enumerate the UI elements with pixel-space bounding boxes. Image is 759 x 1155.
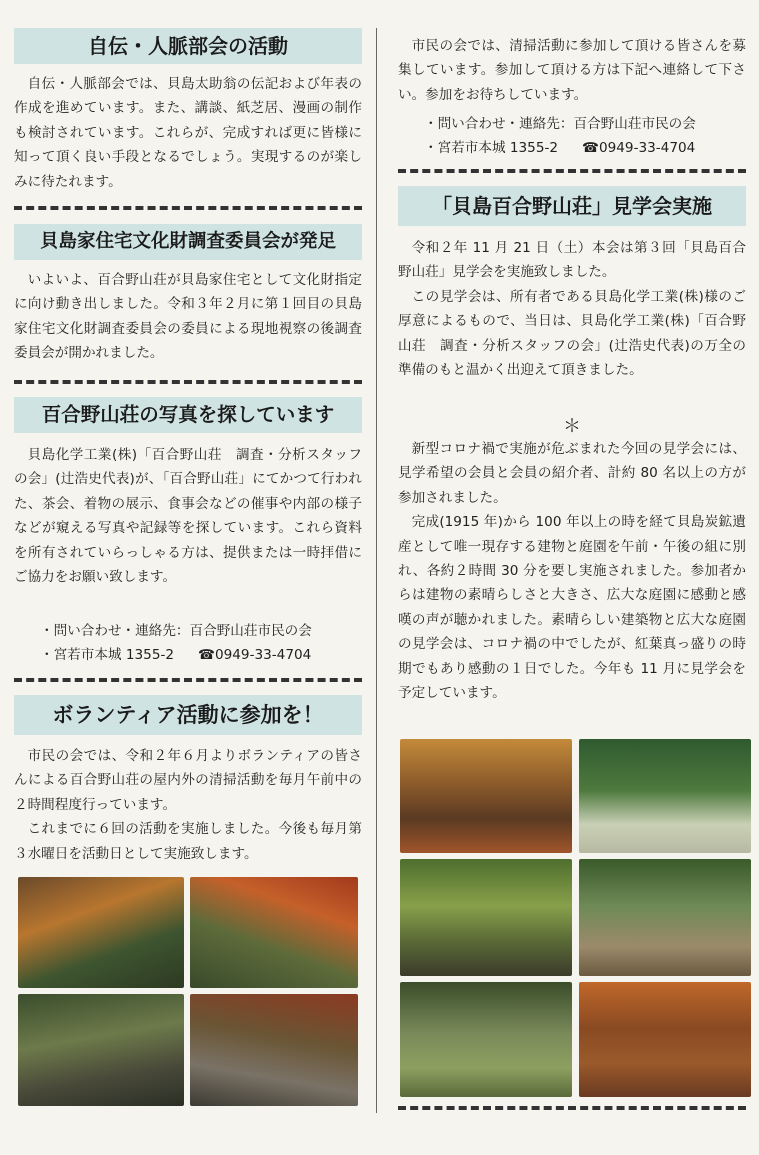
tour-photo-garden-lawn — [579, 739, 751, 853]
contact-label: ・問い合わせ・連絡先：百合野山荘市民の会 — [40, 623, 312, 639]
paragraph: いよいよ、百合野山荘が貝島家住宅として文化財指定に向け動き出しました。令和３年２月に第１回目の貝島家住宅文化財調査委員会の委員による現地視察の後調査委員会が開かれました。 — [14, 272, 362, 362]
section-body-autobiography — [14, 72, 362, 194]
volunteer-cleaning-photo-4 — [190, 994, 358, 1106]
contact-label: ・問い合わせ・連絡先：百合野山荘市民の会 — [424, 116, 696, 132]
paragraph: 市民の会では、令和２年６月よりボランティアの皆さんによる百合野山荘の屋内外の清掃活動を毎月午前中の２時間程度行っています。 — [14, 748, 362, 813]
section-title-tour: 「貝島百合野山荘」見学会実施 — [398, 186, 746, 226]
section-body-tour-detail — [398, 437, 746, 705]
tour-photo-gate — [400, 739, 572, 853]
paragraph: 自伝・人脈部会では、貝島太助翁の伝記および年表の作成を進めています。また、講談、紙芝居、漫画の制作も検討されています。これらが、完成すれば更に皆様に知って頂く良い手段となるでしょう。実現するのが楽しみに待たれます。 — [14, 76, 362, 190]
section-body-survey-committee — [14, 268, 362, 366]
volunteer-continued-body — [398, 34, 746, 107]
volunteer-cleaning-photo-2 — [190, 877, 358, 988]
section-title-survey-committee: 貝島家住宅文化財調査委員会が発足 — [14, 224, 362, 260]
asterisk-separator: ＊ — [563, 416, 581, 437]
section-title-autobiography: 自伝・人脈部会の活動 — [14, 28, 362, 64]
divider — [398, 1106, 746, 1110]
tour-photo-walkers — [400, 982, 572, 1097]
paragraph: 市民の会では、清掃活動に参加して頂ける皆さんを募集しています。参加して頂ける方は下記へ連絡して下さい。参加をお待ちしています。 — [398, 38, 746, 103]
volunteer-cleaning-photo-3 — [18, 994, 184, 1106]
tour-photo-autumn-group — [579, 982, 751, 1097]
column-divider — [376, 28, 377, 1113]
contact-address-row — [14, 643, 362, 667]
paragraph: この見学会は、所有者である貝島化学工業(株)様のご厚意によるもので、当日は、貝島化学工業(株)「百合野山荘 調査・分析スタッフの会」(辻浩史代表)の万全の準備のもと温かく出迎えて頂きました。 — [398, 288, 746, 379]
paragraph: 貝島化学工業(株)「百合野山荘 調査・分析スタッフの会」(辻浩史代表)が、「百合野山荘」にてかつて行われた、茶会、着物の展示、食事会などの催事や内部の様子などが窺える写真や記録等を探しています。これら資料を所有されていらっしゃる方は、提供または一時拝借にご協力をお願い致します。 — [14, 447, 362, 586]
contact-info-photo-search — [14, 619, 362, 667]
section-title-volunteer: ボランティア活動に参加を！ — [14, 695, 362, 735]
divider — [398, 169, 746, 173]
section-body-photo-search — [14, 443, 362, 589]
divider — [14, 206, 362, 210]
contact-phone[interactable]: ☎0949-33-4704 — [582, 140, 696, 156]
paragraph: これまでに６回の活動を実施しました。今後も毎月第３水曜日を活動日として実施致します。 — [14, 821, 362, 862]
contact-address-row — [398, 136, 746, 160]
divider — [14, 380, 362, 384]
contact-phone[interactable]: ☎0949-33-4704 — [198, 647, 312, 663]
section-body-tour-intro — [398, 236, 746, 382]
contact-address: ・宮若市本城 1355-2 — [424, 140, 559, 156]
section-title-photo-search: 百合野山荘の写真を探しています — [14, 397, 362, 433]
paragraph: 完成(1915 年)から 100 年以上の時を経て貝島炭鉱遺産として唯一現存する建物と庭園を午前・午後の組に別れ、各約２時間 30 分を要し実施されました。参加者からは建物の素晴らしさと大きさ、広大な庭園に感動と感嘆の声が聴かれました。素晴らしい建築物と広大な庭園の見学会は、コロナ禍の中でしたが、紅葉真っ盛りの時期でもあり感動の１日でした。今年も 11 月に見学会を予定しています。 — [398, 514, 746, 702]
divider — [14, 678, 362, 682]
tour-photo-group-trees — [579, 859, 751, 976]
contact-address: ・宮若市本城 1355-2 — [40, 647, 175, 663]
contact-info-volunteer — [398, 112, 746, 160]
volunteer-cleaning-photo-1 — [18, 877, 184, 988]
paragraph: 新型コロナ禍で実施が危ぶまれた今回の見学会には、見学希望の会員と会員の紹介者、計約 80 名以上の方が参加されました。 — [398, 441, 746, 506]
section-body-volunteer — [14, 744, 362, 866]
paragraph: 令和２年 11 月 21 日（土）本会は第３回「貝島百合野山荘」見学会を実施致しました。 — [398, 240, 746, 281]
tour-photo-bamboo-path — [400, 859, 572, 976]
